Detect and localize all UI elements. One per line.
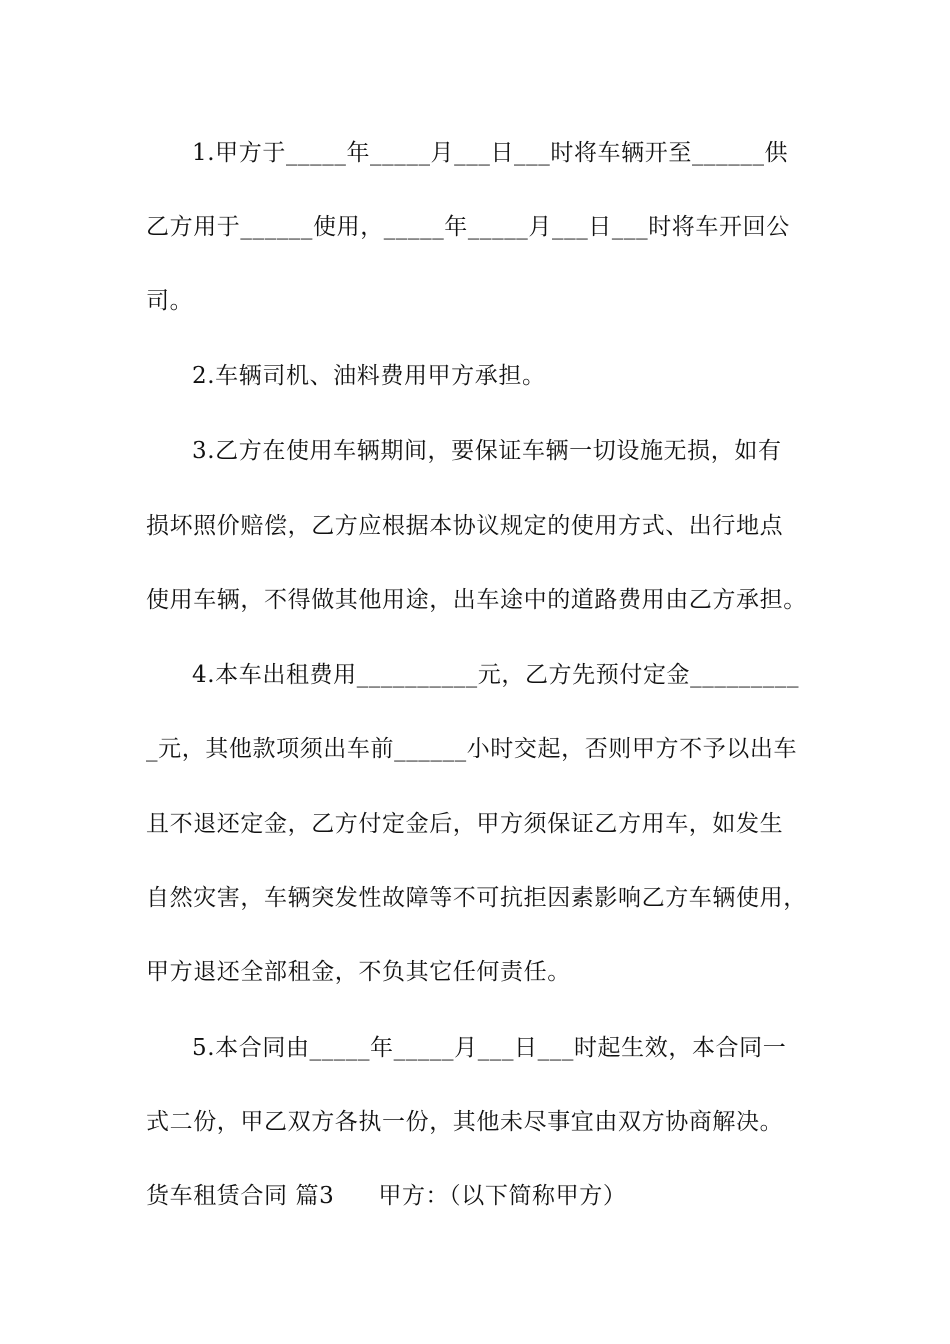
heading-title: 货车租赁合同 篇3 [146, 1183, 335, 1209]
clause-4-line-4: 自然灾害，车辆突发性故障等不可抗拒因素影响乙方车辆使用， [146, 885, 807, 911]
clause-4-line-1: 4.本车出租费用__________元，乙方先预付定金_________ [192, 662, 800, 688]
clause-3-line-1: 3.乙方在使用车辆期间，要保证车辆一切设施无损，如有 [192, 438, 782, 464]
clause-3-line-2: 损坏照价赔偿，乙方应根据本协议规定的使用方式、出行地点 [146, 513, 784, 539]
clause-3-line-3: 使用车辆，不得做其他用途，出车途中的道路费用由乙方承担。 [146, 587, 807, 613]
clause-4-line-5: 甲方退还全部租金，不负其它任何责任。 [146, 959, 571, 985]
clause-5-line-2: 式二份，甲乙双方各执一份，其他未尽事宜由双方协商解决。 [146, 1109, 784, 1135]
clause-1-line-1: 1.甲方于_____年_____月___日___时将车辆开至______供 [192, 140, 789, 166]
clause-1-line-2: 乙方用于______使用，_____年_____月___日___时将车开回公 [146, 214, 790, 240]
section-heading [146, 1181, 811, 1211]
clause-5-line-1: 5.本合同由_____年_____月___日___时起生效，本合同一 [192, 1035, 787, 1061]
clause-1-line-3: 司。 [146, 288, 194, 314]
clause-4-line-3: 且不退还定金，乙方付定金后，甲方须保证乙方用车，如发生 [146, 811, 784, 837]
clause-2-line-1: 2.车辆司机、油料费用甲方承担。 [192, 363, 546, 389]
clause-4-line-2: _元，其他款项须出车前______小时交起，否则甲方不予以出车 [146, 736, 798, 762]
heading-party-a: 甲方：（以下简称甲方） [378, 1183, 627, 1209]
